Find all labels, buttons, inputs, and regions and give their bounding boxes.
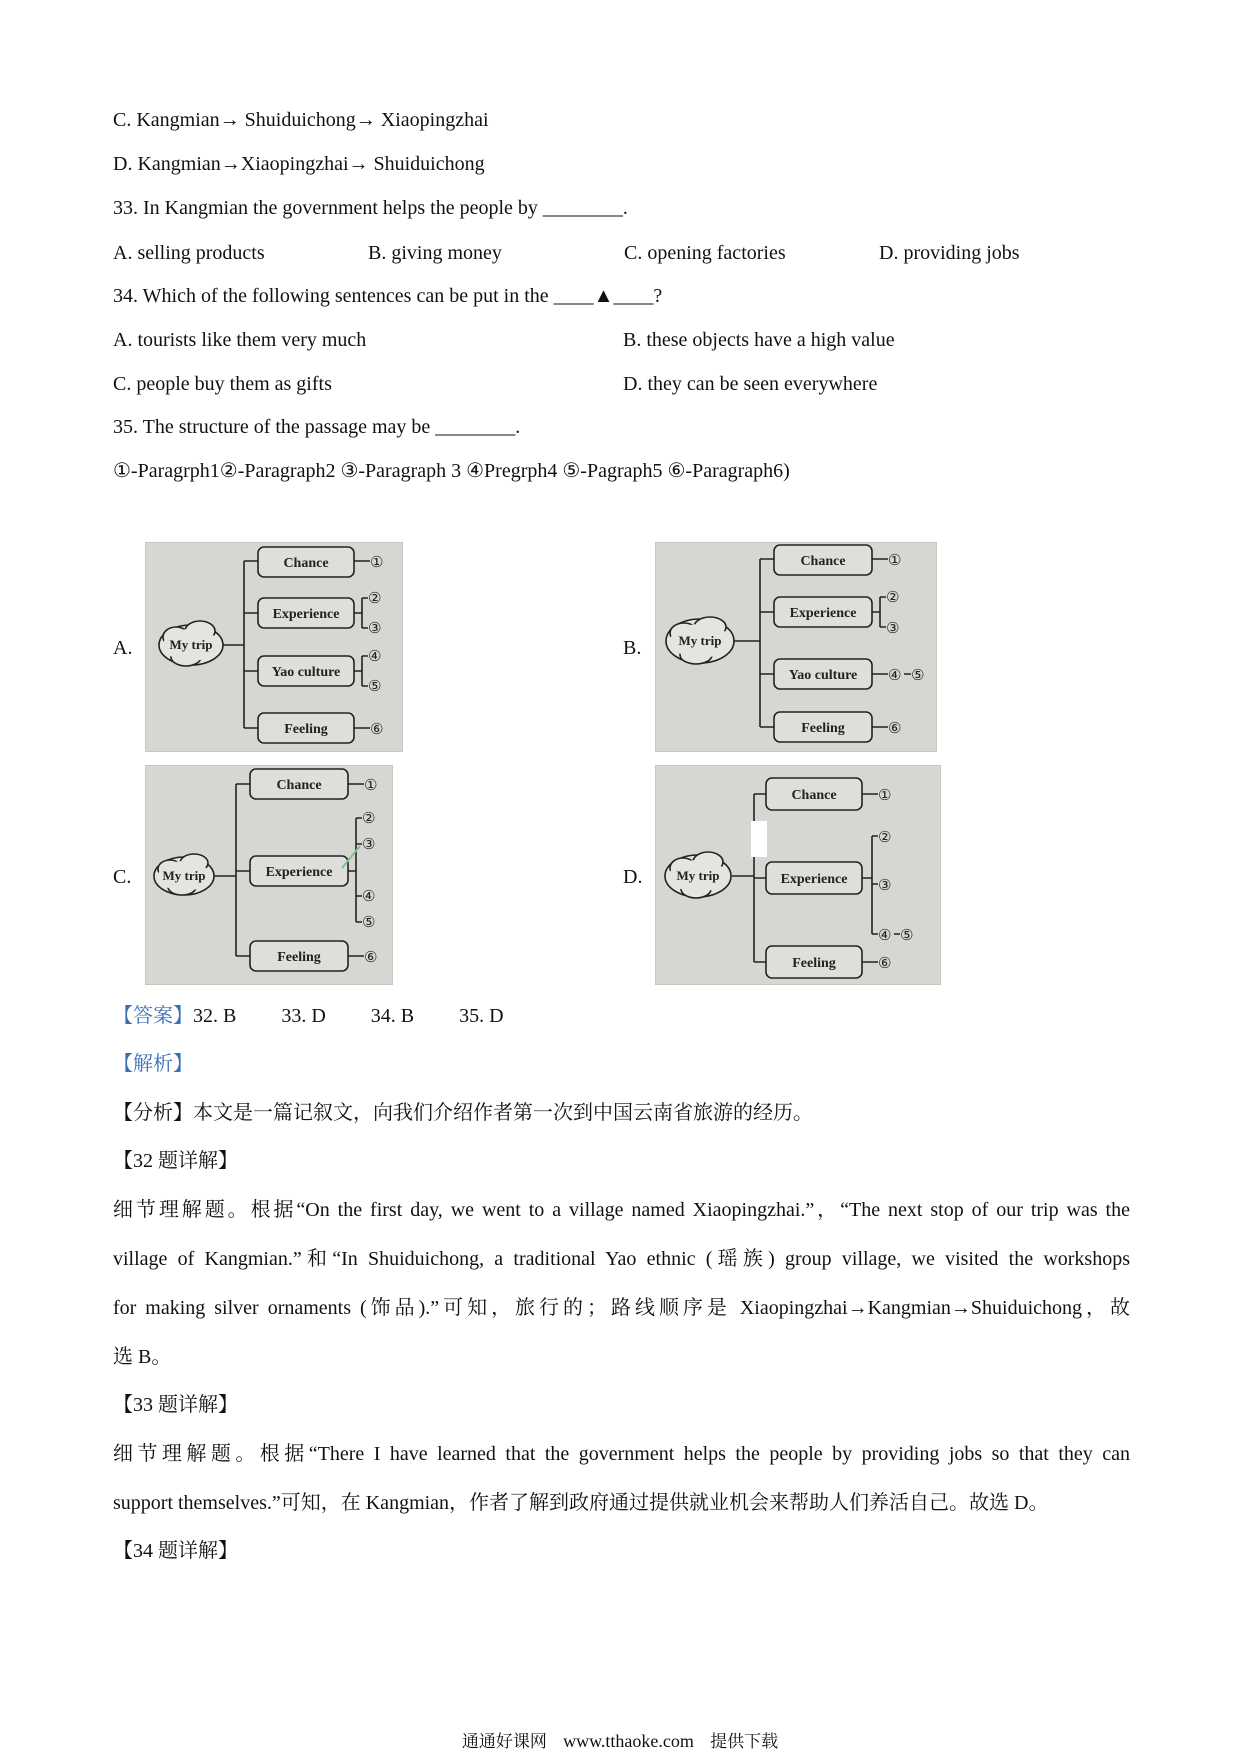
q33-option-a: A. selling products [113, 242, 265, 264]
q33-option-c: C. opening factories [624, 242, 786, 264]
svg-text:⑥: ⑥ [888, 719, 902, 737]
mind-map-option-d [655, 765, 941, 985]
q35-stem: 35. The structure of the passage may be ________. [113, 416, 521, 438]
svg-text:Experience: Experience [780, 872, 848, 887]
mind-map-option-a [145, 542, 403, 752]
svg-text:③: ③ [878, 876, 892, 894]
q32-option-c: C. Kangmian→ Shuiduichong→ Xiaopingzhai [113, 109, 489, 131]
answer-tag: 【答案】 [113, 1005, 193, 1027]
svg-text:①: ① [878, 786, 892, 804]
detail-32-line-2: village of Kangmian.”和“In Shuiduichong, a traditional Yao ethnic (瑶族) group village, we visited the workshops [113, 1248, 1130, 1270]
q34-option-d: D. they can be seen everywhere [623, 373, 878, 395]
svg-text:④: ④ [888, 666, 902, 684]
svg-text:Feeling: Feeling [792, 956, 836, 971]
svg-text:①: ① [888, 551, 902, 569]
answer-33: 33. D [281, 1005, 326, 1027]
q33-option-b: B. giving money [368, 242, 502, 264]
svg-text:Yao culture: Yao culture [788, 668, 858, 683]
mind-map-experience-label: Experience [272, 607, 340, 622]
q34-option-c: C. people buy them as gifts [113, 373, 332, 395]
q35-letter-b: B. [623, 637, 642, 659]
svg-text:Feeling: Feeling [277, 950, 321, 965]
detail-32-title: 【32 题详解】 [113, 1150, 238, 1172]
mind-map-feeling-label: Feeling [284, 722, 328, 737]
q33-option-d: D. providing jobs [879, 242, 1020, 264]
analysis-tag: 【解析】 [113, 1053, 193, 1075]
mind-map-yao-culture-label: Yao culture [271, 665, 341, 680]
footer-site-name: 通通好课网 [461, 1732, 547, 1752]
svg-text:④: ④ [878, 926, 892, 944]
mind-map-center-label: My trip [169, 637, 213, 652]
footer-download-text: 提供下载 [710, 1732, 779, 1752]
svg-text:③: ③ [886, 619, 900, 637]
q35-paragraph-legend: ①-Paragrph1②-Paragraph2 ③-Paragraph 3 ④Pregrph4 ⑤-Pagraph5 ⑥-Paragraph6) [113, 460, 790, 482]
q34-option-b: B. these objects have a high value [623, 329, 895, 351]
svg-text:⑥: ⑥ [364, 948, 378, 966]
analysis-overview: 【分析】本文是一篇记叙文，向我们介绍作者第一次到中国云南省旅游的经历。 [113, 1102, 813, 1124]
q34-option-a: A. tourists like them very much [113, 329, 367, 351]
svg-text:My trip: My trip [678, 633, 722, 648]
svg-text:①: ① [370, 553, 384, 571]
svg-text:⑤: ⑤ [911, 666, 925, 684]
q32-option-d: D. Kangmian→Xiaopingzhai→ Shuiduichong [113, 153, 485, 175]
q35-letter-d: D. [623, 866, 643, 888]
detail-34-title: 【34 题详解】 [113, 1540, 238, 1562]
svg-text:⑤: ⑤ [368, 677, 382, 695]
footer-url[interactable]: www.tthaoke.com [563, 1731, 694, 1751]
detail-33-line-1: 细节理解题。根据“There I have learned that the government helps the people by providing jobs so that they can [113, 1443, 1130, 1465]
mind-map-option-b [655, 542, 937, 752]
q34-stem: 34. Which of the following sentences can be put in the ____▲____? [113, 285, 663, 307]
svg-text:⑤: ⑤ [362, 913, 376, 931]
mind-map-chance-label: Chance [283, 556, 329, 571]
answer-line [113, 1003, 504, 1029]
q35-letter-a: A. [113, 637, 133, 659]
svg-text:⑥: ⑥ [878, 954, 892, 972]
page-footer [0, 1727, 1240, 1752]
detail-33-line-2: support themselves.”可知，在 Kangmian，作者了解到政府通过提供就业机会来帮助人们养活自己。故选 D。 [113, 1492, 1049, 1514]
q33-stem: 33. In Kangmian the government helps the people by ________. [113, 197, 628, 219]
svg-text:Chance: Chance [276, 778, 322, 793]
svg-text:④: ④ [368, 647, 382, 665]
svg-text:③: ③ [362, 835, 376, 853]
svg-text:⑥: ⑥ [370, 720, 384, 738]
svg-text:②: ② [362, 809, 376, 827]
svg-text:Chance: Chance [800, 554, 846, 569]
svg-text:My trip: My trip [162, 868, 206, 883]
svg-text:Experience: Experience [265, 865, 333, 880]
svg-text:④: ④ [362, 887, 376, 905]
svg-text:①: ① [364, 776, 378, 794]
detail-32-line-4: 选 B。 [113, 1346, 172, 1368]
svg-text:②: ② [886, 588, 900, 606]
detail-32-line-3: for making silver ornaments (饰品).”可知，旅行的；路线顺序是 Xiaopingzhai→Kangmian→Shuiduichong，故 [113, 1297, 1130, 1319]
svg-text:Experience: Experience [789, 606, 857, 621]
detail-32-line-1: 细节理解题。根据“On the first day, we went to a village named Xiaopingzhai.”，“The next stop of our trip was the [113, 1199, 1130, 1221]
answer-32: 32. B [193, 1005, 237, 1027]
q35-letter-c: C. [113, 866, 132, 888]
detail-33-title: 【33 题详解】 [113, 1394, 238, 1416]
answer-34: 34. B [370, 1005, 415, 1027]
svg-text:Feeling: Feeling [801, 721, 845, 736]
mind-map-option-c [145, 765, 393, 985]
answer-35: 35. D [459, 1005, 504, 1027]
svg-text:Chance: Chance [791, 788, 837, 803]
svg-text:⑤: ⑤ [900, 926, 914, 944]
svg-text:My trip: My trip [676, 868, 720, 883]
svg-text:②: ② [368, 589, 382, 607]
svg-text:②: ② [878, 828, 892, 846]
svg-text:③: ③ [368, 619, 382, 637]
